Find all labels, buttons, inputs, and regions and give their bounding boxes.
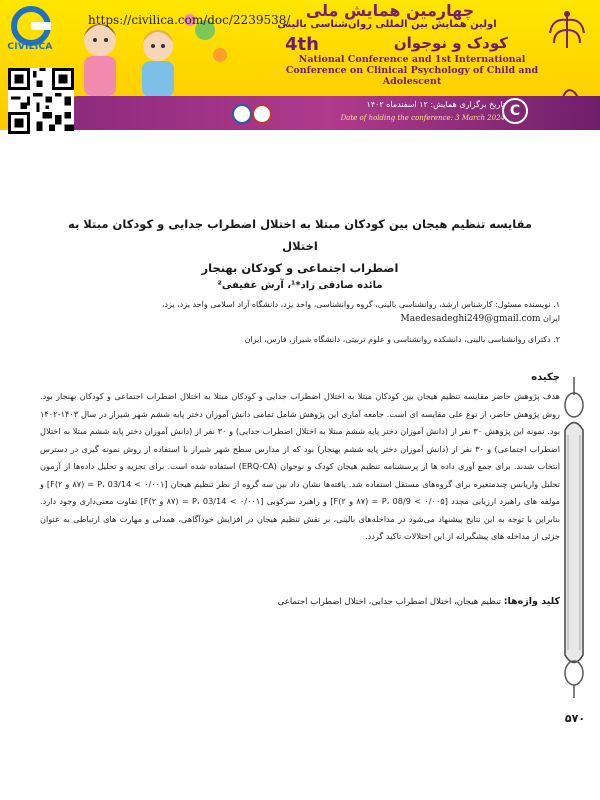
page-number: ۵۷۰ [564, 712, 586, 725]
abstract-heading: چکیده [531, 372, 560, 383]
affiliation-1-text: ۱. نویسنده مسئول: کارشناس ارشد، روانشناسی بالینی، گروه روانشناسی، واحد یزد، دانشگاه آزاد اسلامی واحد یزد، یزد، [161, 300, 560, 309]
banner-subtitle-fa: اولین همایش بین المللی روان‌شناسی بالینی [277, 19, 497, 30]
conference-date-fa: تاریخ برگزاری همایش: ۱۲ اسفندماه ۱۴۰۲ [366, 100, 505, 109]
affiliation-1-country: ایران [543, 314, 560, 323]
banner-title-fa: چهارمین همایش ملی [305, 1, 475, 20]
calligraphy-icon [555, 78, 590, 118]
authors: مائده صادقی زاد*¹، آرش عفیفی² [217, 280, 383, 291]
paper-title [60, 213, 540, 279]
banner-english-line: Conference on Clinical Psychology of Child and [285, 65, 539, 76]
qr-code[interactable] [8, 68, 74, 134]
banner-english-title [262, 54, 562, 87]
conference-banner [0, 0, 600, 130]
document-url[interactable]: https://civilica.com/doc/2239538/ [88, 13, 291, 27]
abstract-body: هدف پژوهش حاضر مقایسه تنظیم هیجان بین کودکان مبتلا به اختلال اضطراب جدایی و کودکان مبتلا به اختلال اضطراب اجتماعی و کودکان بهنجار بود. روش پژوهش حاضر، از نوع علی مقایسه ای است. جامعه آماری این پژوهش شامل تمامی دانش آموزان دختر پایه ششم شهر شیراز در سال ۱۴۰۳-۱۴۰۲ بود. نمونه این پژوهش ۳۰ نفر از (دانش آموزان دختر پایه ششم مبتلا به اختلال اضطراب جدایی) و ۳۰ نفر از (دانش آموزان دختر پایه ششم مبتلا به اختلال اضطراب اجتماعی) و ۳۰ نفر از (دانش آموزان دختر پایه ششم بهنجار) بود که از مدارس سطح شهر شیراز با استفاده از روش نمونه گیری در دسترس انتخاب شدند. برای جمع آوری داده ها از پرسشنامه تنظیم هیجان کودک و نوجوان (ERQ-CA) استفاده شده است. برای تجزیه و تحلیل داده‌ها از آزمون تحلیل واریانس چندمتغیره برای گروه‌های مستقل استفاده شد. یافته‌ها نشان داد بین سه گروه از نظر تنظیم هیجان [۰/۰۰۱ > P، 03/14 = (۸۷ و ۲)F] و مولفه های راهبرد ارزیابی مجدد [۰/۰۰۵ > P، 08/9 = (۸۷ و ۲)F] و راهبرد سرکوبی [۰/۰۰۱ > P، 03/14 = (۸۷ و ۲)F] تفاوت معنی‌داری وجود دارد. بنابراین با توجه به این نتایج پیشنهاد می‌شود در مداخله‌های بالینی، بر نقش تنظیم هیجان در افزایش خودآگاهی، همدلی و مهارت های ارتباطی به عنوان جزئی از مداخله های پیشگیرانه از این اختلالات تاکید گردد. [40, 391, 560, 541]
affiliation-1-contact [40, 312, 560, 326]
sponsor-logos [232, 100, 272, 128]
conference-emblem-icon [542, 8, 592, 68]
banner-english-line: Adolescent [382, 76, 442, 87]
paper-title-line: مقایسه تنظیم هیجان بین کودکان مبتلا به اختلال اضطراب جدایی و کودکان مبتلا به اختلال [68, 217, 532, 253]
author-email[interactable]: Maedesadeghi249@gmail.com [400, 314, 541, 324]
side-ornament [557, 375, 591, 700]
keywords-label: کلید واژه‌ها: [503, 596, 560, 607]
banner-english-line: National Conference and 1st International [298, 54, 526, 65]
affiliation-2: ۲. دکترای روانشناسی بالینی، دانشکده روانشناسی و علوم تربیتی، دانشگاه شیراز، فارس، ایران [244, 335, 560, 344]
paper-title-line: اضطراب اجتماعی و کودکان بهنجار [201, 261, 399, 275]
conference-date-en: Date of holding the conference: 3 March 2024 [340, 114, 505, 122]
affiliation-1 [40, 298, 560, 326]
keywords-text: تنظیم هیجان، اختلال اضطراب جدایی، اختلال اضطراب اجتماعی [277, 597, 502, 607]
keywords [40, 596, 560, 607]
banner-subtitle2-fa: کودک و نوجوان [393, 34, 508, 52]
civilica-label[interactable]: CIVILICA [7, 42, 53, 52]
banner-ordinal: 4th [285, 34, 319, 55]
conference-mark-icon: C [502, 98, 528, 124]
